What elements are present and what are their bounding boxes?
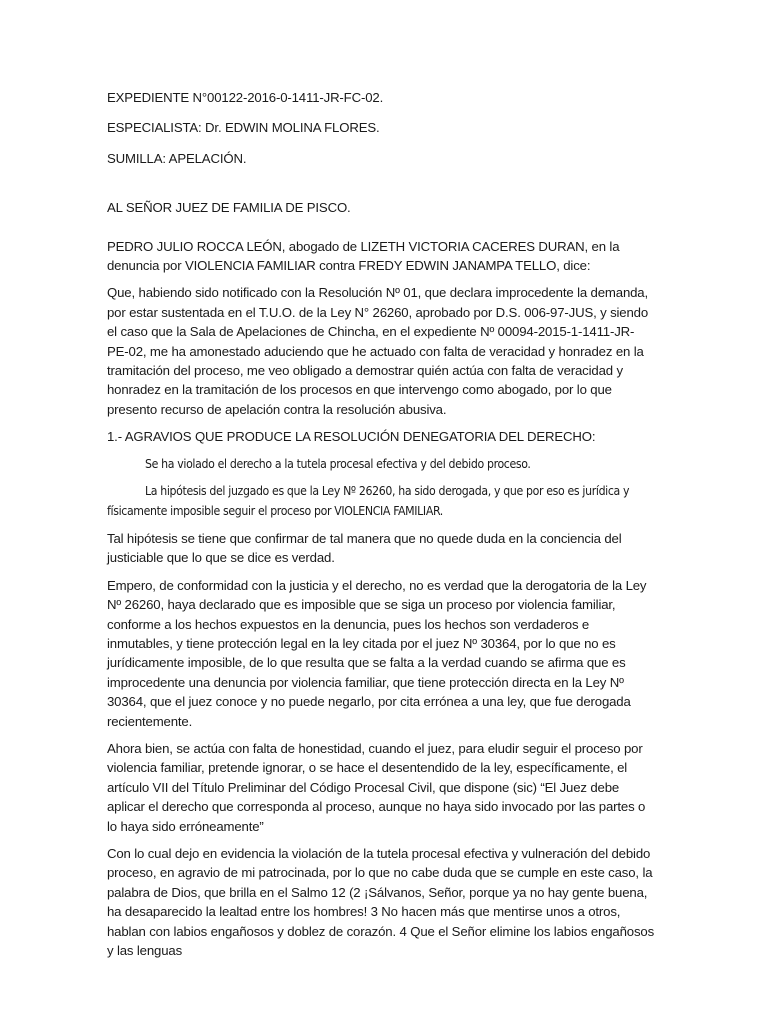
- document-body: [107, 88, 655, 960]
- paragraph-5: Empero, de conformidad con la justicia y el derecho, no es verdad que la derogatoria de la Ley Nº 26260, haya declarado que es imposible que se siga un proceso por violencia familiar, conforme a los hechos expuestos en la denuncia, pues los hechos son verdaderos e inmutables, y tiene protección legal en la ley citada por el juez Nº 30364, por lo que no es jurídicamente imposible, de lo que resulta que se falta a la verdad cuando se afirma que es improcedente una denuncia por violencia familiar, que tiene protección directa en la Ley Nº 30364, que el juez conoce y no puede negarlo, por cita errónea a una ley, que fue derogada recientemente.: [107, 577, 647, 729]
- paragraph-3: La hipótesis del juzgado es que la Ley Nº 26260, ha sido derogada, y que por eso es jurídica y físicamente imposible seguir el proceso por VIOLENCIA FAMILIAR.: [107, 484, 630, 518]
- addressee-line: AL SEÑOR JUEZ DE FAMILIA DE PISCO.: [107, 200, 351, 216]
- especialista-line: ESPECIALISTA: Dr. EDWIN MOLINA FLORES.: [107, 120, 380, 136]
- paragraph-1: Que, habiendo sido notificado con la Resolución Nº 01, que declara improcedente la demanda, por estar sustentada en el T.U.O. de la Ley N° 26260, aprobado por D.S. 006-97-JUS, y siendo el caso que la Sala de Apelaciones de Chincha, en el expediente Nº 00094-2015-1-1411-JR-PE-02, me ha amonestado aduciendo que he actuado con falta de veracidad y honradez en la tramitación del proceso, me veo obligado a demostrar quién actúa con falta de veracidad y honradez en la tramitación de los procesos en que intervengo como abogado, por lo que presento recurso de apelación contra la resolución abusiva.: [107, 285, 649, 417]
- paragraph-7: Con lo cual dejo en evidencia la violación de la tutela procesal efectiva y vulneración del debido proceso, en agravio de mi patrocinada, por lo que no cabe duda que se cumple en este caso, la palabra de Dios, que brilla en el Salmo 12 (2 ¡Sálvanos, Señor, porque ya no hay gente buena, ha desaparecido la lealtad entre los hombres! 3 No hacen más que mentirse unos a otros, hablan con labios engañosos y doblez de corazón. 4 Que el Señor elimine los labios engañosos y las lenguas: [107, 846, 655, 959]
- paragraph-6: Ahora bien, se actúa con falta de honestidad, cuando el juez, para eludir seguir el proceso por violencia familiar, pretende ignorar, o se hace el desentendido de la ley, específicamente, el artículo VII del Título Preliminar del Código Procesal Civil, que dispone (sic) “El Juez debe aplicar el derecho que corresponda al proceso, aunque no haya sido invocado por las partes o lo haya sido erróneamente”: [107, 740, 646, 834]
- intro-paragraph: PEDRO JULIO ROCCA LEÓN, abogado de LIZETH VICTORIA CACERES DURAN, en la denuncia por VIOLENCIA FAMILIAR contra FREDY EDWIN JANAMPA TELLO, dice:: [107, 238, 620, 274]
- paragraph-4: Tal hipótesis se tiene que confirmar de tal manera que no quede duda en la conciencia del justiciable que lo que se dice es verdad.: [107, 530, 622, 566]
- expediente-line: EXPEDIENTE N°00122-2016-0-1411-JR-FC-02.: [107, 90, 384, 105]
- sumilla-line: SUMILLA: APELACIÓN.: [107, 150, 247, 166]
- paragraph-2: Se ha violado el derecho a la tutela procesal efectiva y del debido proceso.: [145, 456, 531, 471]
- section-1-title: 1.- AGRAVIOS QUE PRODUCE LA RESOLUCIÓN DENEGATORIA DEL DERECHO:: [107, 429, 596, 445]
